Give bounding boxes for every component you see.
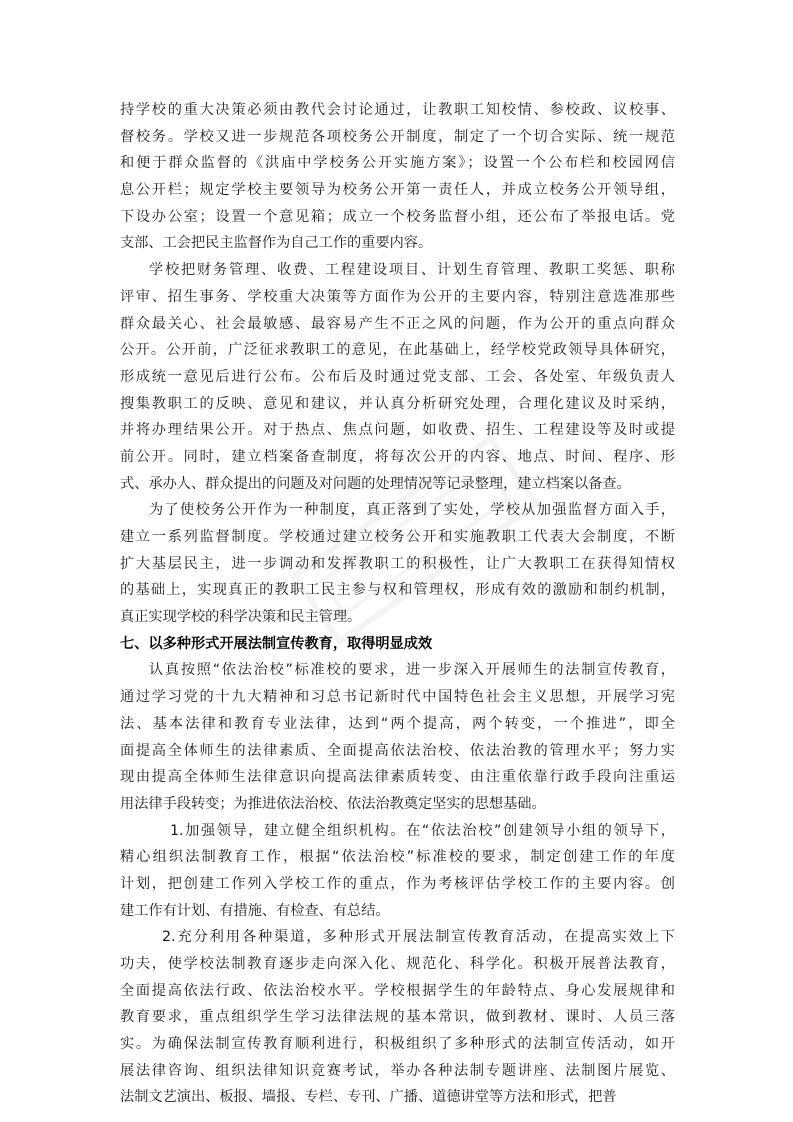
paragraph (120, 924, 675, 1111)
text-line: 持学校的重大决策必须由教代会讨论通过，让教职工知校情、参校政、议校事、 (120, 102, 675, 118)
text-line: 为了使校务公开作为一种制度，真正落到了实处，学校从加强监督方面入手， (149, 502, 675, 519)
text-line: 息公开栏；规定学校主要领导为校务公开第一责任人，并成立校务公开领导组， (120, 182, 675, 199)
text-line: 计划，把创建工作列入学校工作的重点，作为考核评估学校工作的主要内容。创 (120, 875, 675, 892)
text-line: 建立一系列监督制度。学校通过建立校务公开和实施教职工代表大会制度，不断 (120, 529, 675, 545)
text-line: 面提高全体师生的法律素质、全面提高依法治校、依法治教的管理水平；努力实 (120, 742, 675, 759)
text-line: 1.加强领导，建立健全组织机构。在“依法治校”创建领导小组的领导下， (170, 822, 675, 839)
text-line: 形成统一意见后进行公布。公布后及时通过党支部、工会、各处室、年级负责人 (120, 368, 675, 385)
document-body (120, 97, 675, 1111)
text-line: 认真按照“依法治校”标准校的要求，进一步深入开展师生的法制宣传教育， (149, 662, 675, 679)
paragraph (120, 257, 675, 497)
text-line: 现由提高全体师生法律意识向提高法律素质转变、由注重依靠行政手段向注重运 (120, 769, 675, 786)
text-line: 展法律咨询、组织法律知识竞赛考试，举办各种法制专题讲座、法制图片展览、 (120, 1062, 675, 1079)
text-line: 用法律手段转变；为推进依法治校、依法治教奠定坚实的思想基础。 (120, 795, 546, 812)
section-heading (120, 631, 675, 658)
paragraph (120, 497, 675, 630)
text-line: 的基础上，实现真正的教职工民主参与权和管理权，形成有效的激励和制约机制， (120, 582, 675, 599)
text-line: 建工作有计划、有措施、有检查、有总结。 (120, 902, 390, 919)
text-line: 2.充分利用各种渠道，多种形式开展法制宣传教育活动，在提高实效上下 (162, 929, 675, 946)
text-line: 精心组织法制教育工作，根据“依法治校”标准校的要求，制定创建工作的年度 (120, 849, 675, 866)
text-line: 支部、工会把民主监督作为自己工作的重要内容。 (120, 235, 433, 252)
text-line: 功夫，使学校法制教育逐步走向深入化、规范化、科学化。积极开展普法教育， (120, 956, 675, 972)
text-line: 扩大基层民主，进一步调动和发挥教职工的积极性，让广大教职工在获得知情权 (120, 555, 675, 572)
text-line: 督校务。学校又进一步规范各项校务公开制度，制定了一个切合实际、统一规范 (120, 128, 675, 145)
text-line: 法、基本法律和教育专业法律，达到“两个提高，两个转变，一个推进”，即全 (120, 715, 675, 732)
text-line: 实。为确保法制宣传教育顺利进行，积极组织了多种形式的法制宣传活动，如开 (120, 1036, 675, 1053)
text-line: 群众最关心、社会最敏感、最容易产生不正之风的问题，作为公开的重点向群众 (120, 315, 675, 332)
heading-text: 七、以多种形式开展法制宣传教育，取得明显成效 (120, 635, 433, 652)
text-line: 评审、招生事务、学校重大决策等方面作为公开的主要内容，特别注意选准那些 (120, 288, 675, 305)
text-line: 全面提高依法行政、依法治校水平。学校根据学生的年龄特点、身心发展规律和 (120, 982, 675, 999)
text-line: 真正实现学校的科学决策和民主管理。 (120, 609, 362, 626)
text-line: 搜集教职工的反映、意见和建议，并认真分析研究处理，合理化建议及时采纳， (120, 395, 675, 412)
paragraph (120, 97, 675, 257)
text-line: 学校把财务管理、收费、工程建设项目、计划生育管理、教职工奖惩、职称 (149, 262, 675, 279)
paragraph (120, 657, 675, 817)
text-line: 下设办公室；设置一个意见箱；成立一个校务监督小组，还公布了举报电话。党 (120, 208, 675, 225)
text-line: 教育要求，重点组织学生学习法律法规的基本常识，做到教材、课时、人员三落 (120, 1009, 675, 1026)
paragraph (120, 818, 675, 925)
text-line: 前公开。同时，建立档案备查制度，将每次公开的内容、地点、时间、程序、形 (120, 448, 675, 465)
text-line: 法制文艺演出、板报、墙报、专栏、专刊、广播、道德讲堂等方法和形式，把普 (120, 1089, 617, 1106)
text-line: 和便于群众监督的《洪庙中学校务公开实施方案》；设置一个公布栏和校园网信 (120, 155, 675, 172)
text-line: 式、承办人、群众提出的问题及对问题的处理情况等记录整理，建立档案以备查。 (120, 475, 631, 492)
text-line: 通过学习党的十九大精神和习总书记新时代中国特色社会主义思想，开展学习宪 (120, 689, 675, 706)
text-line: 并将办理结果公开。对于热点、焦点问题，如收费、招生、工程建设等及时或提 (120, 422, 675, 439)
text-line: 公开。公开前，广泛征求教职工的意见，在此基础上，经学校党政领导具体研究， (120, 342, 675, 359)
